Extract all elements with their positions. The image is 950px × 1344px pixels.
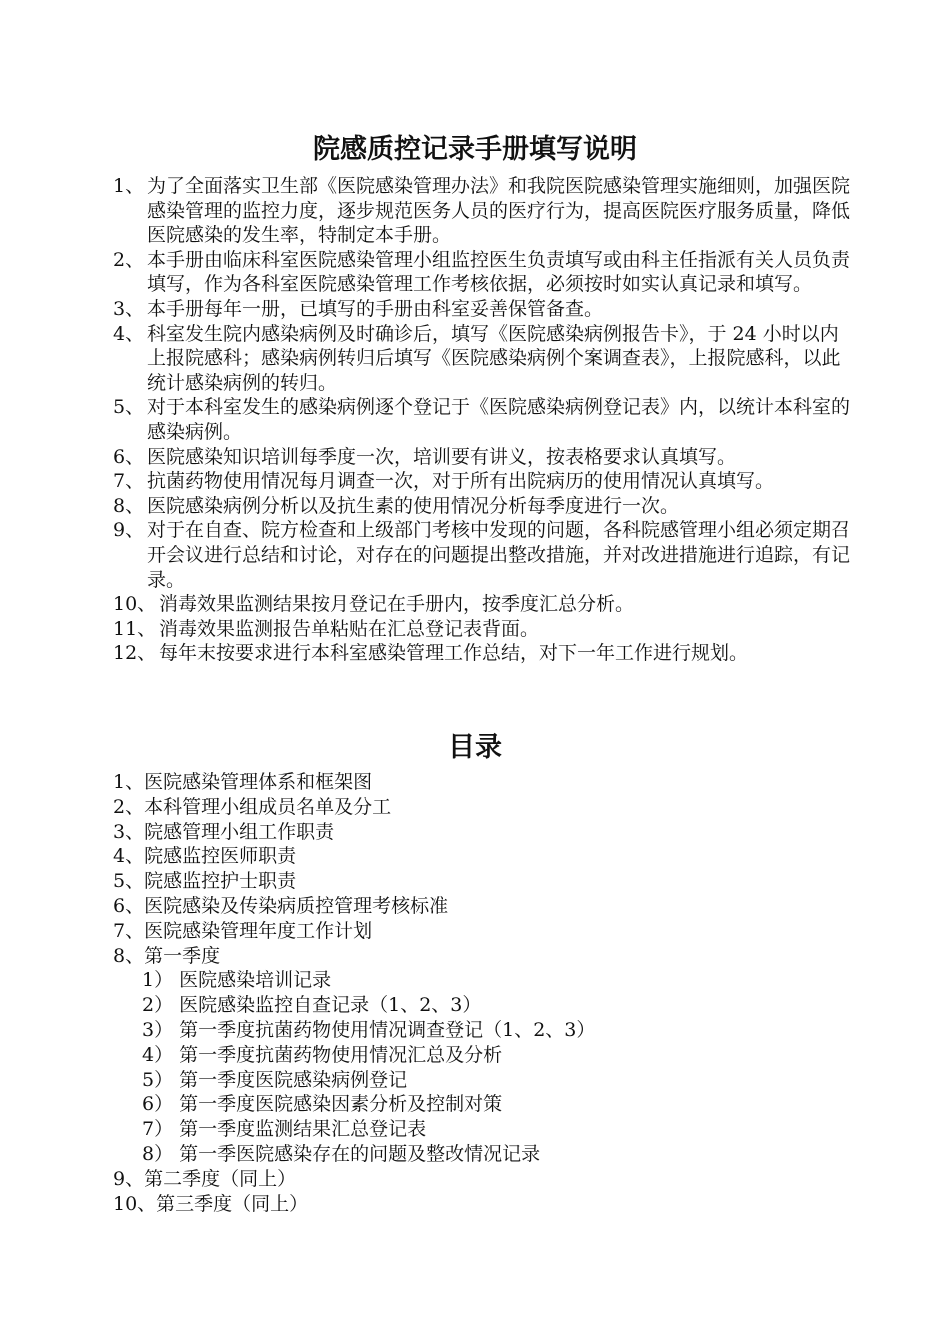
table-of-contents: [113, 770, 853, 1216]
instruction-item: [113, 395, 853, 444]
instruction-item: [113, 469, 853, 494]
instruction-item: [113, 617, 853, 642]
instruction-item: [113, 297, 853, 322]
instruction-text: 对于本科室发生的感染病例逐个登记于《医院感染病例登记表》内，以统计本科室的感染病例。: [147, 396, 851, 443]
instruction-item: [113, 445, 853, 470]
toc-item: 6、医院感染及传染病质控管理考核标准: [113, 894, 449, 917]
toc-subitem: 4） 第一季度抗菌药物使用情况汇总及分析: [142, 1043, 503, 1066]
instruction-item: [113, 592, 853, 617]
toc-subitem: 2） 医院感染监控自查记录（1、2、3）: [142, 994, 482, 1017]
document-title: 院感质控记录手册填写说明: [313, 134, 637, 165]
toc-item: 3、院感管理小组工作职责: [113, 820, 335, 843]
toc-subitem: 3） 第一季度抗菌药物使用情况调查登记（1、2、3）: [142, 1018, 596, 1041]
toc-subitem: 7） 第一季度监测结果汇总登记表: [142, 1118, 427, 1141]
toc-item: 8、第一季度: [113, 944, 221, 967]
toc-subitem: 5） 第一季度医院感染病例登记: [142, 1068, 408, 1091]
toc-item: 9、第二季度（同上）: [113, 1167, 297, 1190]
instruction-item: [113, 174, 853, 248]
instruction-text: 消毒效果监测报告单粘贴在汇总登记表背面。: [159, 617, 540, 640]
instruction-item: [113, 322, 853, 396]
instruction-text: 抗菌药物使用情况每月调查一次，对于所有出院病历的使用情况认真填写。: [147, 470, 775, 493]
instruction-number: 2、: [113, 248, 145, 271]
toc-item: 5、院感监控护士职责: [113, 870, 297, 893]
toc-item: 4、院感监控医师职责: [113, 845, 297, 868]
toc-item: 1、医院感染管理体系和框架图: [113, 771, 373, 793]
instruction-item: [113, 518, 853, 592]
instruction-list: [113, 174, 853, 666]
instruction-number: 5、: [113, 396, 145, 419]
toc-subitem: 8） 第一季医院感染存在的问题及整改情况记录: [142, 1142, 541, 1165]
instruction-number: 6、: [113, 445, 145, 468]
toc-item: 2、本科管理小组成员名单及分工: [113, 795, 392, 818]
instruction-number: 12、: [113, 642, 157, 665]
instruction-number: 3、: [113, 297, 145, 320]
toc-item: 10、第三季度（同上）: [113, 1192, 309, 1215]
instruction-text: 对于在自查、院方检查和上级部门考核中发现的问题，各科院感管理小组必须定期召开会议进行总结和讨论，对存在的问题提出整改措施，并对改进措施进行追踪，有记录。: [147, 519, 851, 591]
instruction-number: 7、: [113, 470, 145, 493]
instruction-text: 医院感染知识培训每季度一次，培训要有讲义，按表格要求认真填写。: [147, 445, 737, 468]
instruction-number: 1、: [113, 175, 145, 197]
instruction-text: 每年末按要求进行本科室感染管理工作总结，对下一年工作进行规划。: [159, 642, 749, 665]
instruction-item: [113, 494, 853, 519]
toc-subitem: 1） 医院感染培训记录: [142, 969, 332, 992]
instruction-text: 消毒效果监测结果按月登记在手册内，按季度汇总分析。: [159, 593, 635, 616]
instruction-text: 为了全面落实卫生部《医院感染管理办法》和我院医院感染管理实施细则，加强医院感染管理的监控力度，逐步规范医务人员的医疗行为，提高医院医疗服务质量，降低医院感染的发生率，特制定本手册。: [147, 175, 851, 247]
instruction-number: 4、: [113, 322, 145, 345]
instruction-number: 11、: [113, 617, 157, 640]
toc-title: 目录: [448, 732, 502, 763]
instruction-item: [113, 248, 853, 297]
instruction-number: 9、: [113, 519, 145, 542]
instruction-text: 医院感染病例分析以及抗生素的使用情况分析每季度进行一次。: [147, 494, 680, 517]
instruction-number: 10、: [113, 593, 157, 616]
instruction-text: 本手册由临床科室医院感染管理小组监控医生负责填写或由科主任指派有关人员负责填写，作为各科室医院感染管理工作考核依据，必须按时如实认真记录和填写。: [147, 248, 851, 296]
instruction-text: 科室发生院内感染病例及时确诊后，填写《医院感染病例报告卡》，于 24 小时以内上报院感科；感染病例转归后填写《医院感染病例个案调查表》，上报院感科，以此统计感染病例的转归。: [147, 322, 841, 394]
toc-subitem: 6） 第一季度医院感染因素分析及控制对策: [142, 1093, 503, 1116]
toc-item: 7、医院感染管理年度工作计划: [113, 919, 373, 942]
instruction-text: 本手册每年一册，已填写的手册由科室妥善保管备查。: [147, 297, 604, 320]
instruction-number: 8、: [113, 494, 145, 517]
instruction-item: [113, 641, 853, 666]
